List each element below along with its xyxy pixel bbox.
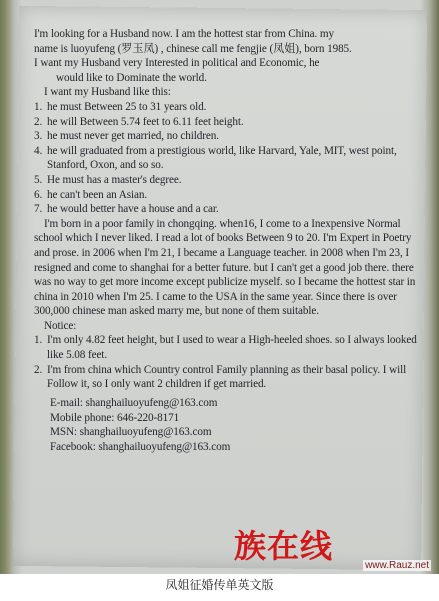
requirement-item (34, 100, 426, 115)
requirement-number: 2. (34, 115, 43, 128)
watermark-logo: 族在线 (234, 527, 334, 565)
image-caption: 凤姐征婚传单英文版 (165, 578, 274, 592)
requirement-text: he will graduated from a prestigious world, like Harvard, Yale, MIT, west point, Stanford, Oxon, and so so. (47, 144, 397, 172)
requirement-item (34, 188, 426, 203)
notice-label: Notice: (44, 319, 77, 332)
requirement-item (34, 144, 426, 173)
requirement-text: he will Between 5.74 feet to 6.11 feet height. (47, 115, 244, 128)
requirement-text: He must has a master's degree. (47, 173, 182, 186)
requirement-text: he must never get married, no children. (47, 130, 219, 143)
story-paragraph: I'm born in a poor family in chongqing. when16, I come to a Inexpensive Normal school which I never liked. I read a lot of books Between 9 to 20. I'm Expert in Poetry and prose. in 2006 when I'm 21, I became a Language teacher. in 2008 when I'm 23, I resigned and come to shanghai for a better future. but I can't get a good job there. there was no way to get more income except publicize myself. so I became the hottest star in china in 2010 when I'm 25. I came to the USA in the same year. Since there is over 300,000 chinese man asked marry me, but none of them suitable. (34, 217, 416, 318)
requirement-number: 7. (34, 203, 43, 216)
intro-line-1: I'm looking for a Husband now. I am the hottest star from China. my (34, 28, 335, 40)
notice-text: I'm from china which Country control Family planning as their basal policy. I will Follow it, so I only want 2 children if get married. (47, 363, 407, 391)
watermark-url: www.Rauz.net (365, 560, 429, 571)
requirements-list (34, 100, 426, 217)
contact-msn: MSN: shanghailuoyufeng@163.com (50, 426, 212, 439)
requirement-text: he can't been an Asian. (47, 188, 148, 201)
intro-line-2: name is luoyufeng (罗玉凤) , chinese call me fengjie (凤姐), born 1985. (34, 42, 352, 55)
contact-block (34, 396, 426, 455)
requirement-number: 5. (34, 173, 43, 186)
contact-facebook: Facebook: shanghailuoyufeng@163.com (50, 441, 231, 454)
notice-text: I'm only 4.82 feet height, but I used to wear a High-heeled shoes. so I always looked like 5.08 feet. (47, 334, 417, 362)
intro-line-4: would like to Dominate the world. (56, 71, 207, 84)
requirement-number: 6. (34, 188, 43, 201)
requirement-text: he would better have a house and a car. (47, 203, 219, 216)
notice-item (34, 363, 426, 392)
requirement-number: 4. (34, 144, 43, 157)
contact-phone: Mobile phone: 646-220-8171 (50, 411, 180, 424)
notice-item (34, 333, 426, 362)
notice-list (34, 333, 426, 391)
requirement-text: he must Between 25 to 31 years old. (47, 100, 207, 113)
requirement-number: 3. (34, 130, 43, 143)
notice-number: 2. (34, 363, 43, 376)
requirement-item (34, 115, 426, 130)
intro-line-3: I want my Husband very Interested in political and Economic, he (34, 57, 320, 70)
letter-body (34, 27, 426, 455)
contact-email: E-mail: shanghailuoyufeng@163.com (50, 396, 218, 409)
requirement-number: 1. (34, 100, 43, 113)
requirement-item (34, 202, 426, 217)
notice-number: 1. (34, 334, 43, 347)
requirement-item (34, 173, 426, 188)
requirements-lead: I want my Husband like this: (44, 86, 171, 99)
requirement-item (34, 129, 426, 144)
